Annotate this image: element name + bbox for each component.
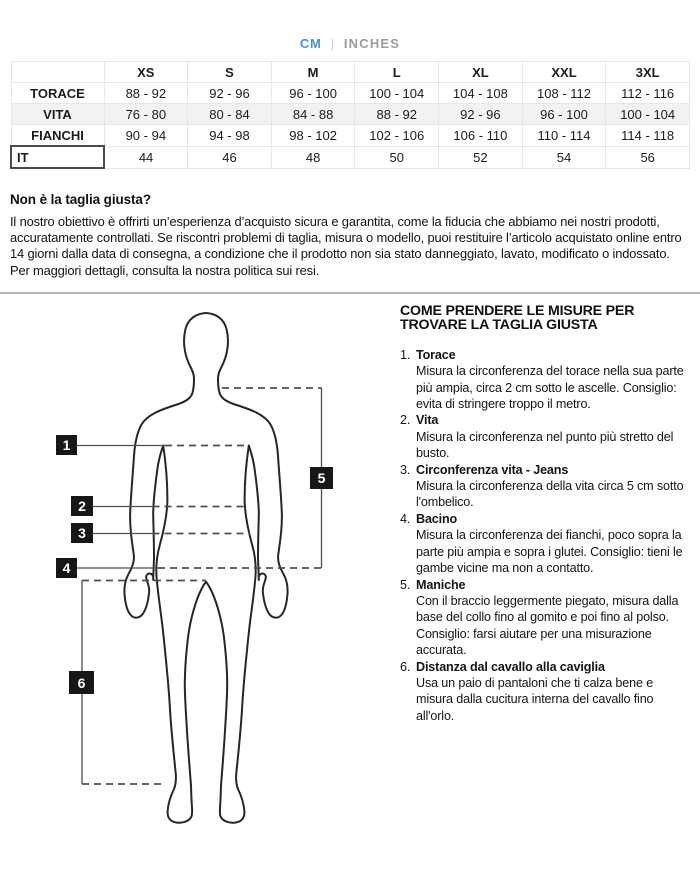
step-term: Vita: [416, 413, 439, 428]
cell-fianchi-xl: 106 - 110: [439, 125, 523, 147]
cell-vita-3xl: 100 - 104: [606, 104, 690, 125]
marker-1-label: 1: [62, 436, 71, 453]
cell-vita-xl: 92 - 96: [439, 104, 523, 125]
row-label-fianchi: FIANCHI: [11, 125, 104, 147]
cell-fianchi-3xl: 114 - 118: [606, 125, 690, 147]
cell-torace-l: 100 - 104: [355, 83, 439, 104]
return-policy-text: Il nostro obiettivo è offrirti un’esperienza d’acquisto sicura e garantita, come la fiducia che abbiamo nei nostri prodotti, accuratamente controllati. Se riscontri problemi di taglia, misura o modello, puoi restituire l’articolo acquistato online entro 14 giorni dalla data di consegna, a condizione che il prodotto non sia stato danneggiato, lavato, modificato o indossato. Per maggiori dettagli, consulta la nostra politica sui resi.: [10, 214, 682, 278]
measure-guide-title: [400, 304, 688, 333]
cell-vita-xxl: 96 - 100: [522, 104, 606, 125]
row-label-torace: TORACE: [11, 83, 104, 104]
size-table-corner-cell: [11, 62, 104, 83]
cell-it-xs: 44: [104, 146, 188, 168]
cell-torace-xxl: 108 - 112: [522, 83, 606, 104]
measurement-lines: [77, 388, 322, 784]
marker-5-label: 5: [317, 469, 326, 486]
return-policy-heading: Non è la taglia giusta?: [10, 192, 151, 207]
measure-step-vita: [400, 412, 688, 461]
unit-separator: |: [330, 36, 335, 51]
step-description: Con il braccio leggermente piegato, misura dalla base del collo fino al gomito e poi fino al polso. Consiglio: farsi aiutare per una misurazione accurata.: [416, 593, 679, 658]
step-description: Misura la circonferenza della vita circa 5 cm sotto l'ombelico.: [416, 479, 684, 510]
return-policy-section: [0, 169, 700, 279]
cell-it-xl: 52: [439, 146, 523, 168]
row-label-vita: VITA: [11, 104, 104, 125]
step-term: Maniche: [416, 577, 466, 592]
measure-steps-list: [400, 347, 688, 724]
cell-torace-s: 92 - 96: [188, 83, 272, 104]
row-label-it-selector[interactable]: IT: [11, 146, 104, 168]
body-figure-illustration: [0, 294, 400, 874]
cell-it-s: 46: [188, 146, 272, 168]
step-description: Usa un paio di pantaloni che ti calza bene e misura dalla cucitura interna del cavallo fino all'orlo.: [416, 675, 654, 723]
unit-toggle: [0, 0, 700, 51]
cell-torace-m: 96 - 100: [271, 83, 355, 104]
measure-section: [0, 294, 700, 879]
table-row-fianchi: [11, 125, 690, 147]
step-description: Misura la circonferenza nel punto più stretto del busto.: [416, 429, 674, 461]
size-table-header-row: [11, 62, 690, 83]
step-number: 4.: [400, 511, 411, 526]
cell-torace-3xl: 112 - 116: [606, 83, 690, 104]
marker-3-label: 3: [78, 524, 86, 541]
cell-vita-l: 88 - 92: [355, 104, 439, 125]
measure-step-bacino: [400, 511, 688, 577]
size-column-xxl: XXL: [522, 62, 606, 83]
step-description: Misura la circonferenza dei fianchi, poco sopra la parte più ampia e sopra i glutei. Consiglio: tieni le gambe vicine ma non a contatto.: [416, 528, 683, 576]
step-number: 1.: [400, 347, 411, 362]
table-row-vita: [11, 104, 690, 125]
size-table: [10, 61, 690, 169]
cell-fianchi-m: 98 - 102: [271, 125, 355, 147]
cell-it-3xl: 56: [606, 146, 690, 168]
measure-step-cavallo-caviglia: [400, 659, 688, 725]
size-column-3xl: 3XL: [606, 62, 690, 83]
unit-inches-button[interactable]: INCHES: [343, 36, 401, 51]
cell-vita-xs: 76 - 80: [104, 104, 188, 125]
measure-step-torace: [400, 347, 688, 413]
cell-fianchi-s: 94 - 98: [188, 125, 272, 147]
marker-2-label: 2: [78, 497, 86, 514]
step-number: 3.: [400, 462, 411, 477]
cell-it-m: 48: [271, 146, 355, 168]
measure-guide-title-line1: COME PRENDERE LE MISURE PER: [400, 302, 635, 319]
marker-6-label: 6: [77, 674, 86, 691]
step-term: Circonferenza vita - Jeans: [416, 462, 569, 477]
measure-guide-column: [400, 294, 696, 879]
table-row-torace: [11, 83, 690, 104]
size-column-xs: XS: [104, 62, 188, 83]
measure-guide-title-line2: TROVARE LA TAGLIA GIUSTA: [400, 317, 598, 334]
cell-torace-xs: 88 - 92: [104, 83, 188, 104]
size-column-m: M: [271, 62, 355, 83]
step-number: 6.: [400, 659, 411, 674]
size-column-l: L: [355, 62, 439, 83]
step-term: Bacino: [416, 511, 458, 526]
step-term: Torace: [416, 347, 456, 362]
cell-vita-m: 84 - 88: [271, 104, 355, 125]
marker-4-label: 4: [62, 559, 71, 576]
cell-fianchi-xxl: 110 - 114: [522, 125, 606, 147]
cell-fianchi-xs: 90 - 94: [104, 125, 188, 147]
step-description: Misura la circonferenza del torace nella sua parte più ampia, circa 2 cm sotto le ascelle. Consiglio: evita di stringere troppo il metro.: [416, 364, 684, 412]
cell-vita-s: 80 - 84: [188, 104, 272, 125]
size-column-s: S: [188, 62, 272, 83]
cell-torace-xl: 104 - 108: [439, 83, 523, 104]
measure-step-circonferenza-vita-jeans: [400, 462, 688, 511]
size-column-xl: XL: [439, 62, 523, 83]
step-number: 2.: [400, 413, 411, 428]
table-row-it: [11, 146, 690, 168]
step-number: 5.: [400, 577, 411, 592]
measurement-dashed-lines: [82, 388, 322, 784]
cell-it-xxl: 54: [522, 146, 606, 168]
measure-step-maniche: [400, 577, 688, 659]
cell-fianchi-l: 102 - 106: [355, 125, 439, 147]
measurement-markers: [56, 435, 333, 694]
body-measurement-diagram: [0, 294, 400, 879]
unit-cm-button[interactable]: CM: [299, 36, 322, 51]
step-term: Distanza dal cavallo alla caviglia: [416, 659, 605, 674]
cell-it-l: 50: [355, 146, 439, 168]
